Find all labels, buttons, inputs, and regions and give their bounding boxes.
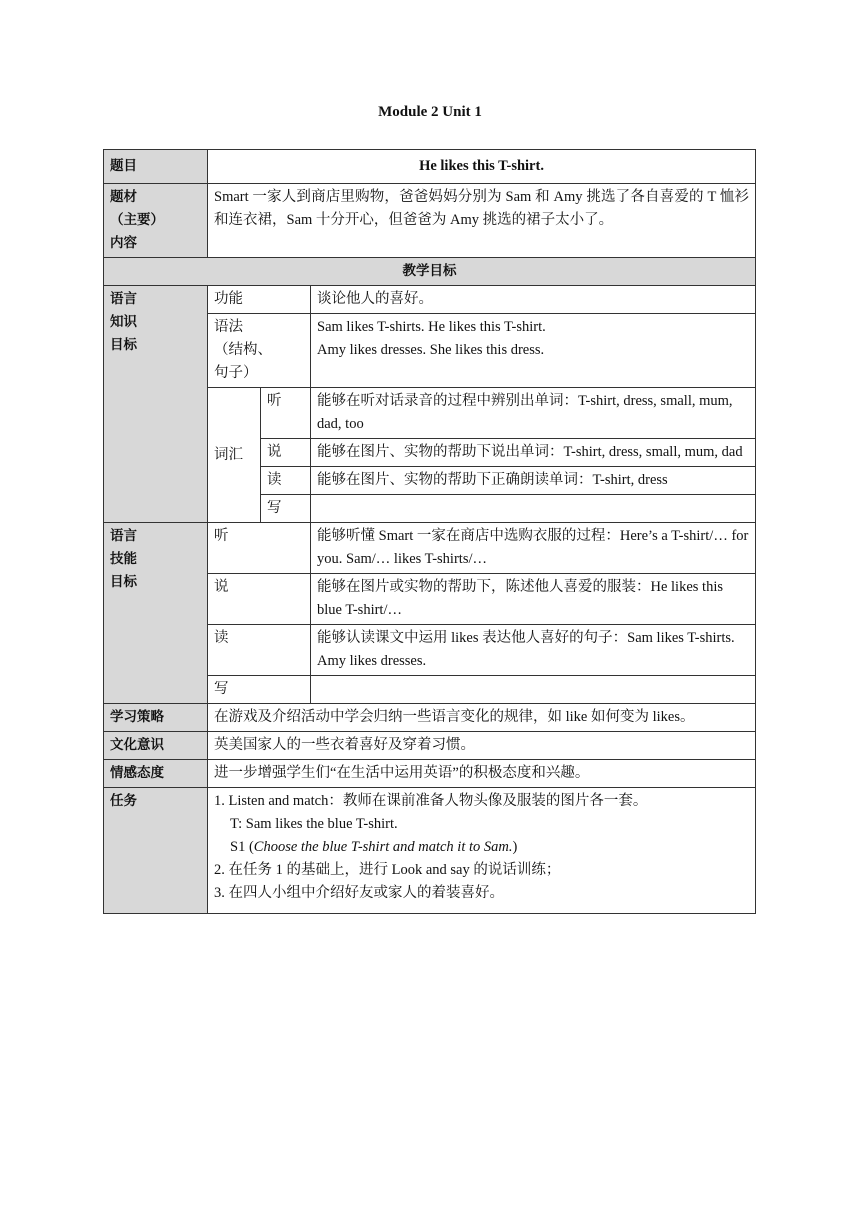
vocab-skill-write: 写 — [261, 495, 311, 523]
skill-listen-value: 能够听懂 Smart 一家在商店中选购衣服的过程：Here’s a T-shirt/… for you. Sam/… likes T-shirts/… — [311, 523, 756, 574]
label-grammar — [208, 314, 311, 388]
task-2: 2. 在任务 1 的基础上，进行 Look and say 的说话训练； — [214, 862, 561, 878]
label-material-line2: （主要） — [110, 212, 164, 228]
document-title: Module 2 Unit 1 — [378, 104, 482, 120]
label-skills-line1: 语言 — [110, 528, 137, 544]
label-grammar-line1: 语法 — [214, 319, 243, 335]
vocab-read-value: 能够在图片、实物的帮助下正确朗读单词：T-shirt, dress — [311, 467, 756, 495]
vocab-write-value — [311, 495, 756, 523]
skill-write-value — [311, 676, 756, 704]
row-strategy — [104, 704, 756, 732]
label-skills — [104, 523, 208, 704]
skill-write-label: 写 — [208, 676, 311, 704]
task-1-student-suffix: ) — [512, 839, 518, 855]
grammar-line1: Sam likes T-shirts. He likes this T-shirt. — [317, 319, 546, 335]
label-function: 功能 — [208, 286, 311, 314]
task-1-student-line — [214, 836, 749, 859]
material-value: Smart 一家人到商店里购物，爸爸妈妈分别为 Sam 和 Amy 挑选了各自喜爱的 T 恤衫和连衣裙，Sam 十分开心，但爸爸为 Amy 挑选的裙子太小了。 — [208, 184, 756, 258]
skill-speak-value: 能够在图片或实物的帮助下，陈述他人喜爱的服装：He likes this blue T-shirt/… — [311, 574, 756, 625]
label-material — [104, 184, 208, 258]
vocab-listen-value: 能够在听对话录音的过程中辨别出单词：T-shirt, dress, small, mum, dad, too — [311, 388, 756, 439]
vocab-speak-value: 能够在图片、实物的帮助下说出单词：T-shirt, dress, small, mum, dad — [311, 439, 756, 467]
skill-speak-label: 说 — [208, 574, 311, 625]
vocab-skill-listen: 听 — [261, 388, 311, 439]
tasks-value — [208, 788, 756, 914]
row-culture — [104, 732, 756, 760]
function-value: 谈论他人的喜好。 — [311, 286, 756, 314]
label-grammar-line3: 句子） — [214, 365, 258, 381]
row-function — [104, 286, 756, 314]
vocab-skill-read: 读 — [261, 467, 311, 495]
label-vocab: 词汇 — [208, 388, 261, 523]
grammar-line2: Amy likes dresses. She likes this dress. — [317, 342, 545, 358]
row-attitude — [104, 760, 756, 788]
attitude-value: 进一步增强学生们“在生活中运用英语”的积极态度和兴趣。 — [208, 760, 756, 788]
label-knowledge-line2: 知识 — [110, 314, 137, 330]
row-goals-band — [104, 258, 756, 286]
task-3: 3. 在四人小组中介绍好友或家人的着装喜好。 — [214, 885, 504, 901]
label-knowledge-line3: 目标 — [110, 337, 137, 353]
strategy-value: 在游戏及介绍活动中学会归纳一些语言变化的规律，如 like 如何变为 likes。 — [208, 704, 756, 732]
label-grammar-line2: （结构、 — [214, 342, 272, 358]
label-knowledge-line1: 语言 — [110, 291, 137, 307]
label-skills-line3: 目标 — [110, 574, 137, 590]
skill-read-value: 能够认读课文中运用 likes 表达他人喜好的句子：Sam likes T-shirts. Amy likes dresses. — [311, 625, 756, 676]
task-1: 1. Listen and match：教师在课前准备人物头像及服装的图片各一套。 — [214, 793, 648, 809]
label-attitude: 情感态度 — [104, 760, 208, 788]
skill-listen-label: 听 — [208, 523, 311, 574]
task-1-student-instruction: Choose the blue T-shirt and match it to Sam. — [253, 839, 513, 855]
topic-value: He likes this T-shirt. — [208, 150, 756, 184]
label-strategy: 学习策略 — [104, 704, 208, 732]
culture-value: 英美国家人的一些衣着喜好及穿着习惯。 — [208, 732, 756, 760]
row-material — [104, 184, 756, 258]
label-material-line1: 题材 — [110, 189, 137, 205]
lesson-plan-table — [103, 149, 756, 914]
row-topic — [104, 150, 756, 184]
row-skill-listen — [104, 523, 756, 574]
label-culture: 文化意识 — [104, 732, 208, 760]
vocab-skill-speak: 说 — [261, 439, 311, 467]
grammar-value — [311, 314, 756, 388]
label-knowledge — [104, 286, 208, 523]
task-1-student-prefix: S1 ( — [230, 839, 254, 855]
skill-read-label: 读 — [208, 625, 311, 676]
goals-band: 教学目标 — [104, 258, 756, 286]
label-topic: 题目 — [104, 150, 208, 184]
row-tasks — [104, 788, 756, 914]
label-material-line3: 内容 — [110, 235, 137, 251]
label-skills-line2: 技能 — [110, 551, 137, 567]
label-tasks: 任务 — [104, 788, 208, 914]
task-1-teacher-line: T: Sam likes the blue T-shirt. — [230, 816, 398, 832]
